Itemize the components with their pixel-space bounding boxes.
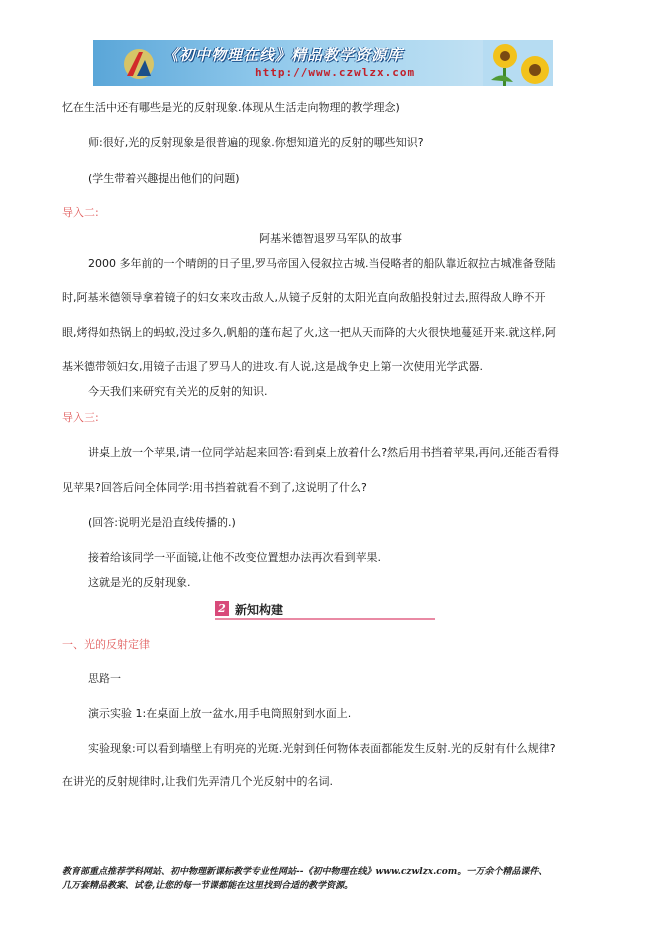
subsection-heading: 一、光的反射定律 <box>62 638 150 651</box>
story-title: 阿基米德智退罗马军队的故事 <box>259 232 402 245</box>
paragraph-line: 时,阿基米德领导拿着镜子的妇女来攻击敌人,从镜子反射的太阳光直向敌船投射过去,照得敌人睁不开 <box>62 291 546 304</box>
paragraph-line: 忆在生活中还有哪些是光的反射现象.体现从生活走向物理的教学理念) <box>62 101 400 114</box>
paragraph-line: 师:很好,光的反射现象是很普遍的现象.你想知道光的反射的哪些知识? <box>88 136 424 149</box>
section-number: 2 <box>215 601 229 616</box>
paragraph-line: 基米德带领妇女,用镜子击退了罗马人的进攻.有人说,这是战争史上第一次使用光学武器. <box>62 360 483 373</box>
paragraph-line: 在讲光的反射规律时,让我们先弄清几个光反射中的名词. <box>62 775 333 788</box>
paragraph-line: 实验现象:可以看到墙壁上有明亮的光斑.光射到任何物体表面都能发生反射.光的反射有什么规律? <box>88 742 556 755</box>
banner-title: 《初中物理在线》精品教学资源库 <box>163 46 404 64</box>
paragraph-line: 见苹果?回答后问全体同学:用书挡着就看不到了,这说明了什么? <box>62 481 367 494</box>
paragraph-line: 接着给该同学一平面镜,让他不改变位置想办法再次看到苹果. <box>88 551 381 564</box>
sunflower-icon <box>483 40 553 86</box>
paragraph-line: 讲桌上放一个苹果,请一位同学站起来回答:看到桌上放着什么?然后用书挡着苹果,再问,还能否看得 <box>88 446 560 459</box>
paragraph-line: 今天我们来研究有关光的反射的知识. <box>88 385 268 398</box>
footer-line: 几万套精品教案、试卷,让您的每一节课都能在这里找到合适的教学资源。 <box>62 881 354 891</box>
section-header <box>215 600 435 620</box>
paragraph-line: (回答:说明光是沿直线传播的.) <box>88 516 236 529</box>
paragraph-line: 演示实验 1:在桌面上放一盆水,用手电筒照射到水面上. <box>88 707 352 720</box>
header-banner <box>93 40 553 86</box>
site-logo-icon <box>119 46 159 82</box>
paragraph-line: 2000 多年前的一个晴朗的日子里,罗马帝国入侵叙拉古城.当侵略者的船队靠近叙拉古城准备登陆 <box>88 257 556 270</box>
intro3-heading: 导入三: <box>62 411 99 424</box>
footer-line: 教育部重点推荐学科网站、初中物理新课标教学专业性网站--《初中物理在线》www.czwlzx.com。一万余个精品课件、 <box>62 867 548 877</box>
idea-label: 思路一 <box>88 672 121 685</box>
banner-url: http://www.czwlzx.com <box>255 66 416 79</box>
paragraph-line: 眼,烤得如热锅上的蚂蚁,没过多久,帆船的蓬布起了火,这一把从天而降的大火很快地蔓延开来.就这样,阿 <box>62 326 556 339</box>
paragraph-line: (学生带着兴趣提出他们的问题) <box>88 172 240 185</box>
intro2-heading: 导入二: <box>62 206 99 219</box>
section-title: 新知构建 <box>235 603 284 617</box>
paragraph-line: 这就是光的反射现象. <box>88 576 191 589</box>
